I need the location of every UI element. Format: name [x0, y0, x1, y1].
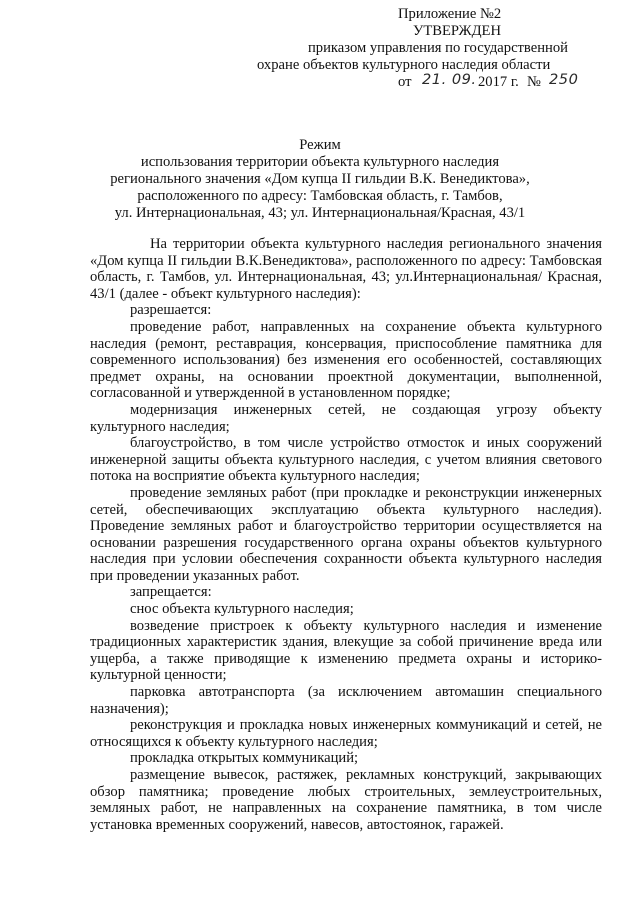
forbidden-item: возведение пристроек к объекту культурного наследия и изменение традиционных характеристик здания, влекущие за собой причинение вреда или ущерба, а также приводящие к изменению предмета охраны и историко-культурной ценности; — [90, 617, 602, 684]
title-line-3: регионального значения «Дом купца II гильдии В.К. Венедиктова», — [110, 171, 530, 187]
document-body — [90, 236, 602, 833]
title-line-2: использования территории объекта культурного наследия — [140, 154, 500, 170]
date-prefix: от — [398, 74, 412, 90]
appendix-label: Приложение №2 — [398, 6, 502, 22]
handwritten-number: 250 — [549, 71, 579, 88]
date-year: 2017 г. — [478, 74, 519, 90]
intro-paragraph: На территории объекта культурного наследия регионального значения «Дом купца II гильдии В.К.Венедиктова», расположенного по адресу: Тамбовская область, г. Тамбов, ул. Интернациональная, 43; ул.Интернациональная/ Красная, 43/1 (далее - объект культурного наследия): — [90, 236, 602, 302]
allowed-item: модернизация инженерных сетей, не создающая угрозу объекту культурного наследия; — [90, 401, 602, 435]
title-line-5: ул. Интернациональная, 43; ул. Интернациональная/Красная, 43/1 — [114, 205, 526, 221]
order-line-2: охране объектов культурного наследия области — [257, 57, 551, 73]
title-line-4: расположенного по адресу: Тамбовская область, г. Тамбов, — [137, 188, 503, 204]
number-prefix: № — [527, 74, 541, 90]
allowed-heading: разрешается: — [130, 302, 212, 319]
document-title: Режим — [299, 137, 341, 153]
forbidden-heading: запрещается: — [130, 584, 212, 601]
forbidden-item: реконструкция и прокладка новых инженерных коммуникаций и сетей, не относящихся к объекту культурного наследия; — [90, 717, 602, 750]
forbidden-item: размещение вывесок, растяжек, рекламных конструкций, закрывающих обзор памятника; проведение любых строительных, землеустроительных, земляных работ, не направленных на сохранение памятника, в том числе установка временных сооружений, навесов, автостоянок, гаражей. — [90, 767, 602, 833]
forbidden-item: прокладка открытых коммуникаций; — [130, 750, 359, 767]
handwritten-date: 21. 09. — [422, 71, 477, 88]
forbidden-item: снос объекта культурного наследия; — [130, 601, 354, 618]
allowed-item: благоустройство, в том числе устройство отмосток и иных сооружений инженерной защиты объекта культурного наследия, с учетом влияния светового потока на восприятие объекта культурного наследия; — [90, 435, 602, 485]
allowed-item: проведение работ, направленных на сохранение объекта культурного наследия (ремонт, реставрация, консервация, приспособление памятника для современного использования) без изменения его особенностей, составляющих предмет охраны, на основании проектной документации, выполненной, согласованной и утвержденной в установленном порядке; — [90, 318, 602, 402]
order-line-1: приказом управления по государственной — [308, 40, 568, 56]
forbidden-item: парковка автотранспорта (за исключением автомашин специального назначения); — [90, 684, 602, 717]
approved-label: УТВЕРЖДЕН — [413, 23, 501, 39]
allowed-item: проведение земляных работ (при прокладке и реконструкции инженерных сетей, обеспечивающих эксплуатацию объекта культурного наследия). Проведение земляных работ и благоустройство территории осуществляется на основании разрешения государственного органа охраны объектов культурного наследия при условии обеспечения сохранности объекта культурного наследия при проведении указанных работ. — [90, 484, 602, 584]
